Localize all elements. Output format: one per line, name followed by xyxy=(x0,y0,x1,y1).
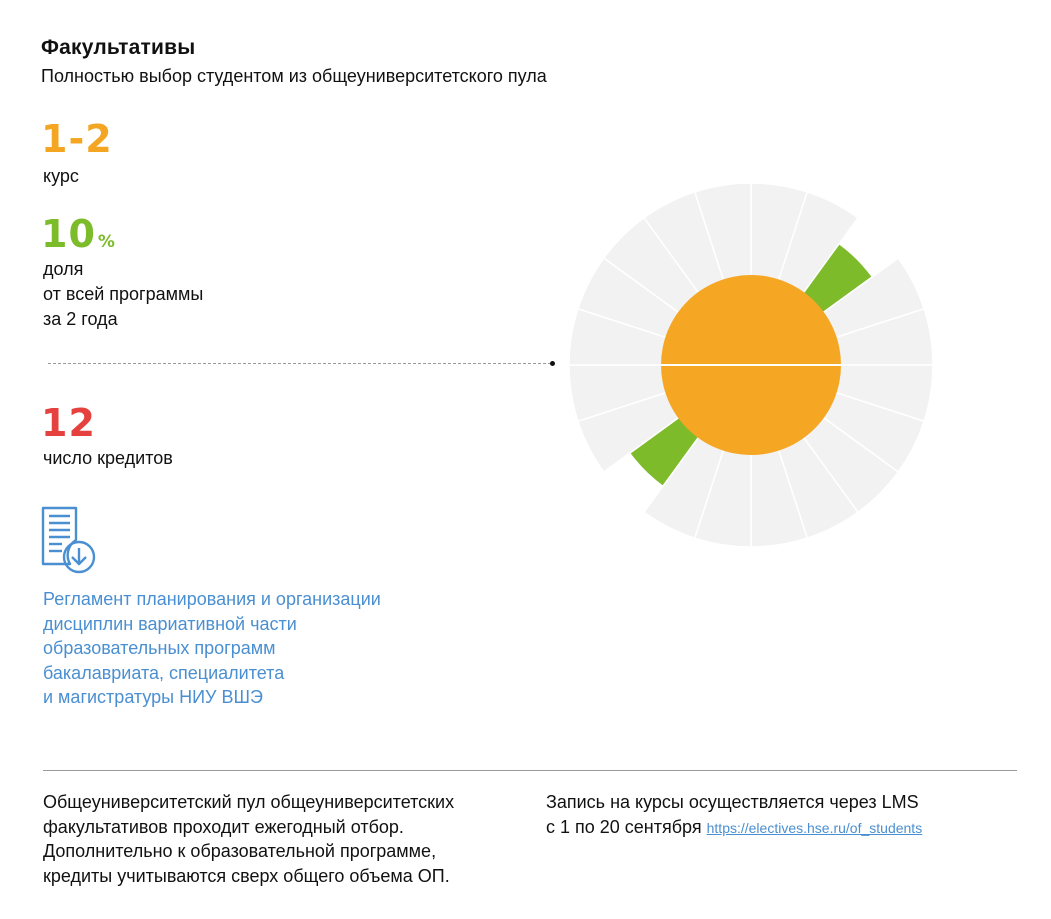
share-label-line: от всей программы xyxy=(43,284,204,304)
credits-label: число кредитов xyxy=(43,448,173,468)
enrollment-line: Запись на курсы осуществляется через LMS xyxy=(546,792,919,812)
share-label-line: доля xyxy=(43,259,84,279)
share-number: 10 xyxy=(41,212,96,256)
share-label xyxy=(43,257,203,332)
years-label: курс xyxy=(43,166,79,186)
radial-chart-svg xyxy=(566,180,936,550)
page-title: Факультативы xyxy=(41,36,196,59)
years-value: 1-2 xyxy=(41,117,113,161)
doc-link-line: и магистратуры НИУ ВШЭ xyxy=(43,687,263,707)
doc-link-line: дисциплин вариативной части xyxy=(43,613,297,634)
electives-link[interactable]: https://electives.hse.ru/of_students xyxy=(706,819,923,836)
footer-note xyxy=(43,790,543,888)
divider-dot xyxy=(550,361,555,366)
share-radial-chart xyxy=(566,180,936,555)
doc-link-line: образовательных программ xyxy=(43,638,276,658)
document-download-icon[interactable] xyxy=(40,506,98,581)
footer-note-line: Дополнительно к образовательной программе, xyxy=(43,841,437,861)
share-value xyxy=(41,212,116,256)
credits-value: 12 xyxy=(41,401,96,445)
dashed-divider xyxy=(48,363,551,364)
regulation-document-link[interactable] xyxy=(43,587,463,710)
footer-note-line: Общеуниверситетский пул общеуниверситетских xyxy=(43,792,455,812)
footer-note-line: факультативов проходит ежегодный отбор. xyxy=(43,816,404,837)
share-label-line: за 2 года xyxy=(43,309,118,329)
doc-link-line: бакалавриата, специалитета xyxy=(43,662,285,683)
enrollment-note xyxy=(546,790,1026,840)
page-subtitle: Полностью выбор студентом из общеуниверситетского пула xyxy=(41,66,547,86)
share-unit: % xyxy=(97,232,116,252)
footer-divider xyxy=(43,770,1017,771)
enrollment-line-with-link xyxy=(546,815,1026,841)
enrollment-dates: с 1 по 20 сентября xyxy=(546,816,702,837)
footer-note-line: кредиты учитываются сверх общего объема ОП. xyxy=(43,865,450,886)
doc-link-line: Регламент планирования и организации xyxy=(43,589,381,609)
